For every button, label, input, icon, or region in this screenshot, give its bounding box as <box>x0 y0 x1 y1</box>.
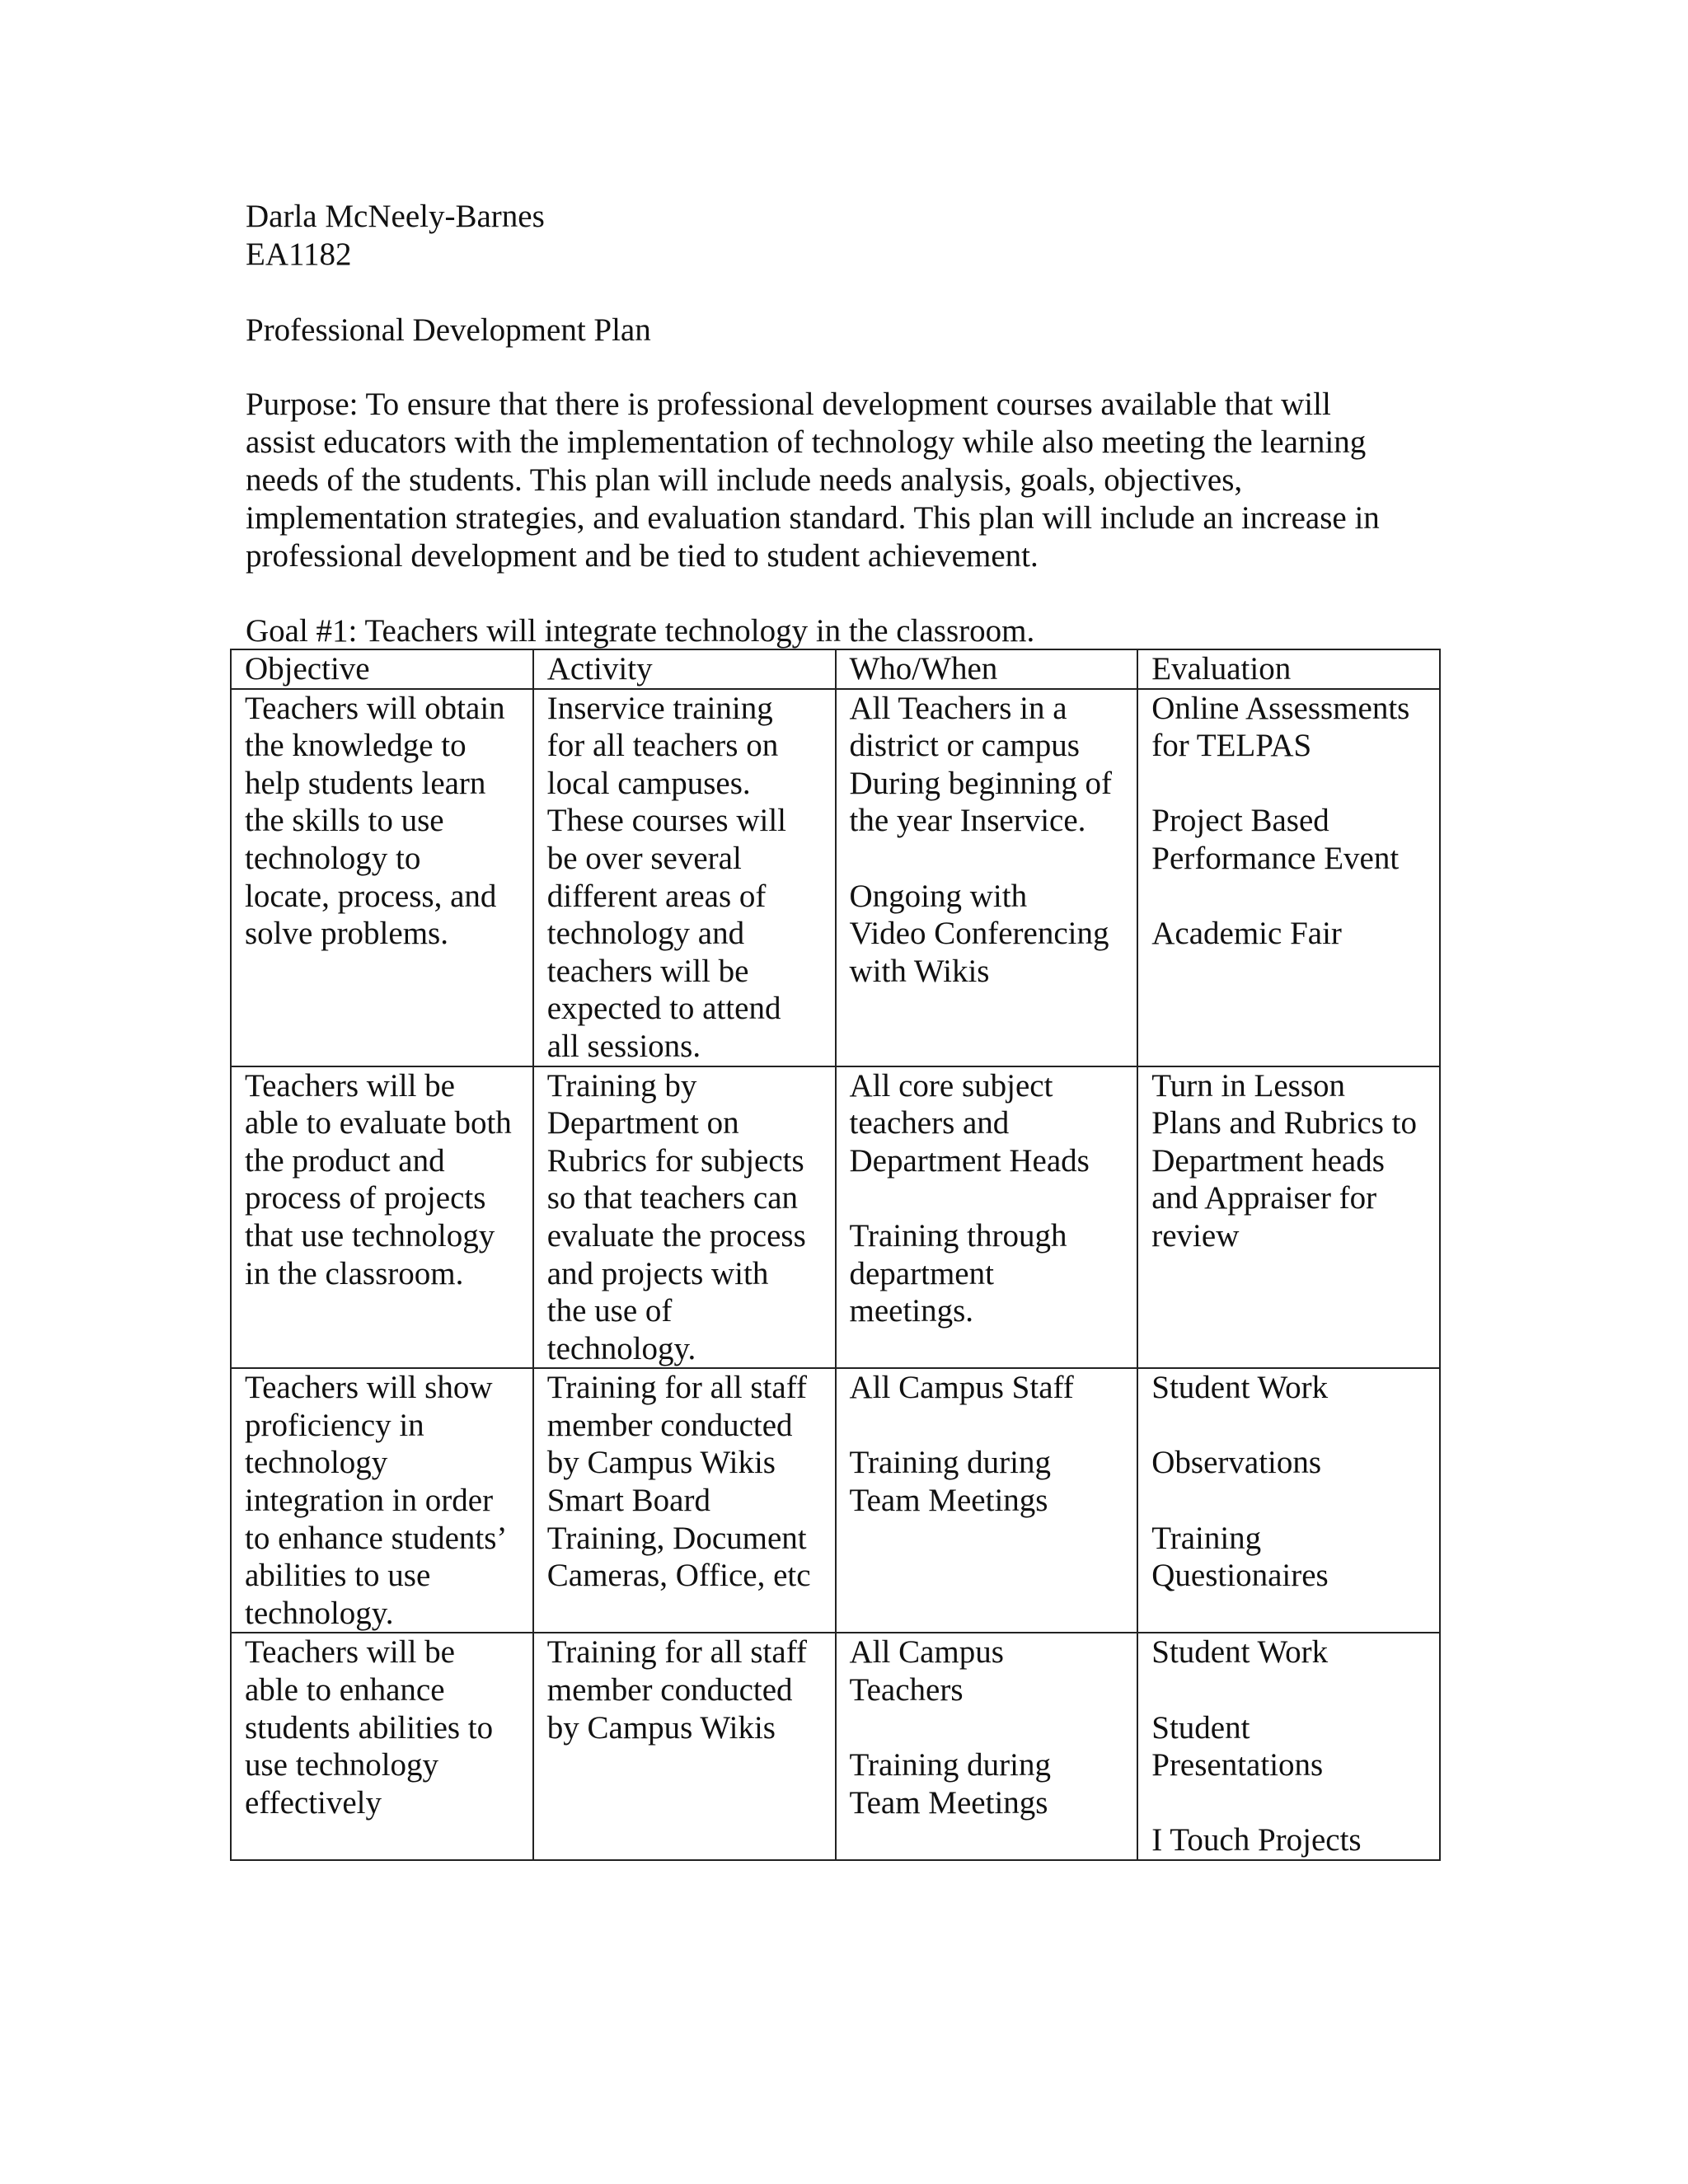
cell-who-when <box>836 1368 1138 1633</box>
cell-who-when <box>836 1066 1138 1369</box>
cell-text-line: with Wikis <box>849 953 990 989</box>
cell-text-line <box>850 1407 1131 1445</box>
author-name: Darla McNeely-Barnes <box>246 199 545 234</box>
cell-text-line: so that teachers can <box>546 1180 799 1216</box>
cell-text-line: able to enhance <box>245 1672 445 1708</box>
table-row <box>231 1633 1440 1860</box>
cell-text-line: that use technology <box>245 1217 495 1254</box>
cell-text-line: by Campus Wikis <box>546 1709 776 1746</box>
table-row <box>231 1066 1440 1369</box>
cell-text-line <box>1151 1671 1432 1709</box>
cell-text-line: Student Work <box>1151 1634 1329 1671</box>
cell-text-line: Teachers will show <box>245 1370 493 1406</box>
cell-evaluation <box>1137 689 1440 1066</box>
cell-text-line: technology <box>245 1445 388 1481</box>
cell-text-line: evaluate the process <box>546 1217 806 1254</box>
cell-text-line: different areas of <box>546 878 767 914</box>
cell-text-line: Team Meetings <box>849 1784 1048 1821</box>
cell-text-line: local campuses. <box>546 765 751 801</box>
document-title: Professional Development Plan <box>246 312 651 348</box>
cell-text-line: Teachers will be <box>245 1634 455 1671</box>
cell-text-line: Presentations <box>1151 1747 1324 1783</box>
table-header-row <box>231 649 1440 689</box>
cell-objective <box>231 1368 533 1633</box>
cell-objective <box>231 1633 533 1860</box>
cell-text-line: meetings. <box>849 1293 974 1329</box>
header-who-when: Who/When <box>836 649 1138 689</box>
cell-text-line <box>850 1179 1131 1217</box>
cell-text-line: integration in order <box>245 1483 494 1519</box>
cell-text-line: for all teachers on <box>546 728 779 764</box>
cell-text-line: process of projects <box>245 1180 486 1216</box>
cell-text-line: Training by <box>546 1067 697 1104</box>
cell-text-line: district or campus <box>849 728 1080 764</box>
header-objective: Objective <box>231 649 533 689</box>
cell-text-line: locate, process, and <box>245 878 497 914</box>
cell-text-line: Questionaires <box>1151 1558 1329 1594</box>
cell-text-line: Academic Fair <box>1151 916 1342 952</box>
cell-text-line <box>850 1709 1131 1747</box>
cell-text-line: proficiency in <box>245 1407 424 1443</box>
cell-text-line: Department Heads <box>849 1142 1090 1179</box>
cell-evaluation <box>1137 1633 1440 1860</box>
cell-text-line: Inservice training <box>546 690 773 726</box>
cell-objective <box>231 689 533 1066</box>
cell-text-line: Observations <box>1151 1445 1322 1481</box>
cell-text-line: Student <box>1151 1709 1250 1746</box>
cell-text-line: the knowledge to <box>245 728 467 764</box>
plan-table-body <box>231 649 1440 1860</box>
cell-text-line: be over several <box>546 840 742 876</box>
table-row <box>231 1368 1440 1633</box>
purpose-line: implementation strategies, and evaluation standard. This plan will include an increase in <box>246 500 1380 536</box>
cell-text-line: in the classroom. <box>245 1255 464 1291</box>
cell-text-line: Performance Event <box>1151 840 1400 876</box>
cell-text-line: department <box>849 1255 994 1291</box>
course-code: EA1182 <box>246 237 352 272</box>
cell-text-line: Department on <box>546 1105 739 1141</box>
cell-who-when <box>836 1633 1138 1860</box>
cell-text-line: Cameras, Office, etc <box>546 1558 811 1594</box>
cell-text-line: Video Conferencing <box>849 916 1109 952</box>
cell-text-line: the use of <box>546 1293 673 1329</box>
cell-activity <box>533 1368 836 1633</box>
cell-text-line <box>850 840 1131 878</box>
cell-text-line: Teachers <box>849 1672 964 1708</box>
cell-text-line: Plans and Rubrics to <box>1151 1105 1417 1141</box>
cell-text-line: use technology <box>245 1747 439 1783</box>
cell-text-line: Student Work <box>1151 1370 1329 1406</box>
cell-text-line: Project Based <box>1151 803 1329 839</box>
cell-text-line: the skills to use <box>245 803 444 839</box>
cell-who-when <box>836 689 1138 1066</box>
cell-text-line: and projects with <box>546 1255 769 1291</box>
cell-text-line: During beginning of <box>849 765 1112 801</box>
goal-heading: Goal #1: Teachers will integrate technology in the classroom. <box>246 613 1035 649</box>
cell-text-line: Training during <box>849 1445 1051 1481</box>
cell-text-line: expected to attend <box>546 991 781 1027</box>
cell-text-line: technology. <box>245 1595 394 1631</box>
header-evaluation: Evaluation <box>1137 649 1440 689</box>
cell-text-line: by Campus Wikis <box>546 1445 776 1481</box>
cell-activity <box>533 1633 836 1860</box>
cell-text-line <box>1151 765 1432 803</box>
cell-text-line: Department heads <box>1151 1142 1385 1179</box>
cell-text-line: students abilities to <box>245 1709 494 1746</box>
cell-text-line: member conducted <box>546 1407 793 1443</box>
cell-text-line: Training, Document <box>546 1520 807 1556</box>
cell-text-line: and Appraiser for <box>1151 1180 1377 1216</box>
cell-text-line: Teachers will be <box>245 1067 455 1104</box>
cell-text-line: All Teachers in a <box>849 690 1067 726</box>
cell-activity <box>533 689 836 1066</box>
cell-text-line: Teachers will obtain <box>245 690 505 726</box>
cell-text-line: Team Meetings <box>849 1483 1048 1519</box>
cell-text-line <box>1151 1784 1432 1822</box>
cell-text-line: Online Assessments <box>1151 690 1410 726</box>
cell-text-line: Training during <box>849 1747 1051 1783</box>
cell-text-line: teachers will be <box>546 953 749 989</box>
cell-text-line: technology. <box>546 1330 696 1366</box>
cell-text-line: the year Inservice. <box>849 803 1086 839</box>
purpose-paragraph <box>246 386 1465 575</box>
cell-text-line: able to evaluate both <box>245 1105 512 1141</box>
cell-text-line: help students learn <box>245 765 486 801</box>
cell-text-line: Smart Board <box>546 1483 710 1519</box>
cell-text-line <box>1151 1482 1432 1520</box>
cell-evaluation <box>1137 1368 1440 1633</box>
cell-text-line: Ongoing with <box>849 878 1028 914</box>
cell-text-line: I Touch Projects <box>1151 1822 1362 1858</box>
cell-text-line: all sessions. <box>546 1028 701 1064</box>
table-row <box>231 689 1440 1066</box>
cell-text-line: the product and <box>245 1142 445 1179</box>
header-activity: Activity <box>533 649 836 689</box>
cell-text-line: teachers and <box>849 1105 1010 1141</box>
cell-text-line: All Campus <box>849 1634 1004 1671</box>
cell-text-line: All Campus Staff <box>849 1370 1074 1406</box>
cell-text-line: technology to <box>245 840 421 876</box>
cell-activity <box>533 1066 836 1369</box>
cell-text-line: Training through <box>849 1217 1067 1254</box>
cell-text-line: Rubrics for subjects <box>546 1142 804 1179</box>
cell-text-line: abilities to use <box>245 1558 431 1594</box>
cell-text-line: Turn in Lesson <box>1151 1067 1346 1104</box>
purpose-line: professional development and be tied to student achievement. <box>246 538 1039 574</box>
cell-text-line: All core subject <box>849 1067 1053 1104</box>
cell-text-line: Training for all staff <box>546 1634 807 1671</box>
cell-text-line: Training <box>1151 1520 1262 1556</box>
cell-text-line: to enhance students’ <box>245 1520 508 1556</box>
cell-text-line: for TELPAS <box>1151 728 1312 764</box>
cell-text-line: These courses will <box>546 803 787 839</box>
cell-text-line: member conducted <box>546 1672 793 1708</box>
cell-evaluation <box>1137 1066 1440 1369</box>
cell-text-line: solve problems. <box>245 916 448 952</box>
purpose-line: assist educators with the implementation of technology while also meeting the learning <box>246 424 1367 460</box>
purpose-line: needs of the students. This plan will include needs analysis, goals, objectives, <box>246 462 1243 498</box>
cell-objective <box>231 1066 533 1369</box>
cell-text-line: review <box>1151 1217 1240 1254</box>
cell-text-line <box>1151 1407 1432 1445</box>
cell-text-line <box>1151 878 1432 916</box>
cell-text-line: effectively <box>245 1784 382 1821</box>
purpose-line: Purpose: To ensure that there is professional development courses available that will <box>246 387 1331 422</box>
cell-text-line: technology and <box>546 916 745 952</box>
plan-table <box>230 649 1441 1861</box>
cell-text-line: Training for all staff <box>546 1370 807 1406</box>
